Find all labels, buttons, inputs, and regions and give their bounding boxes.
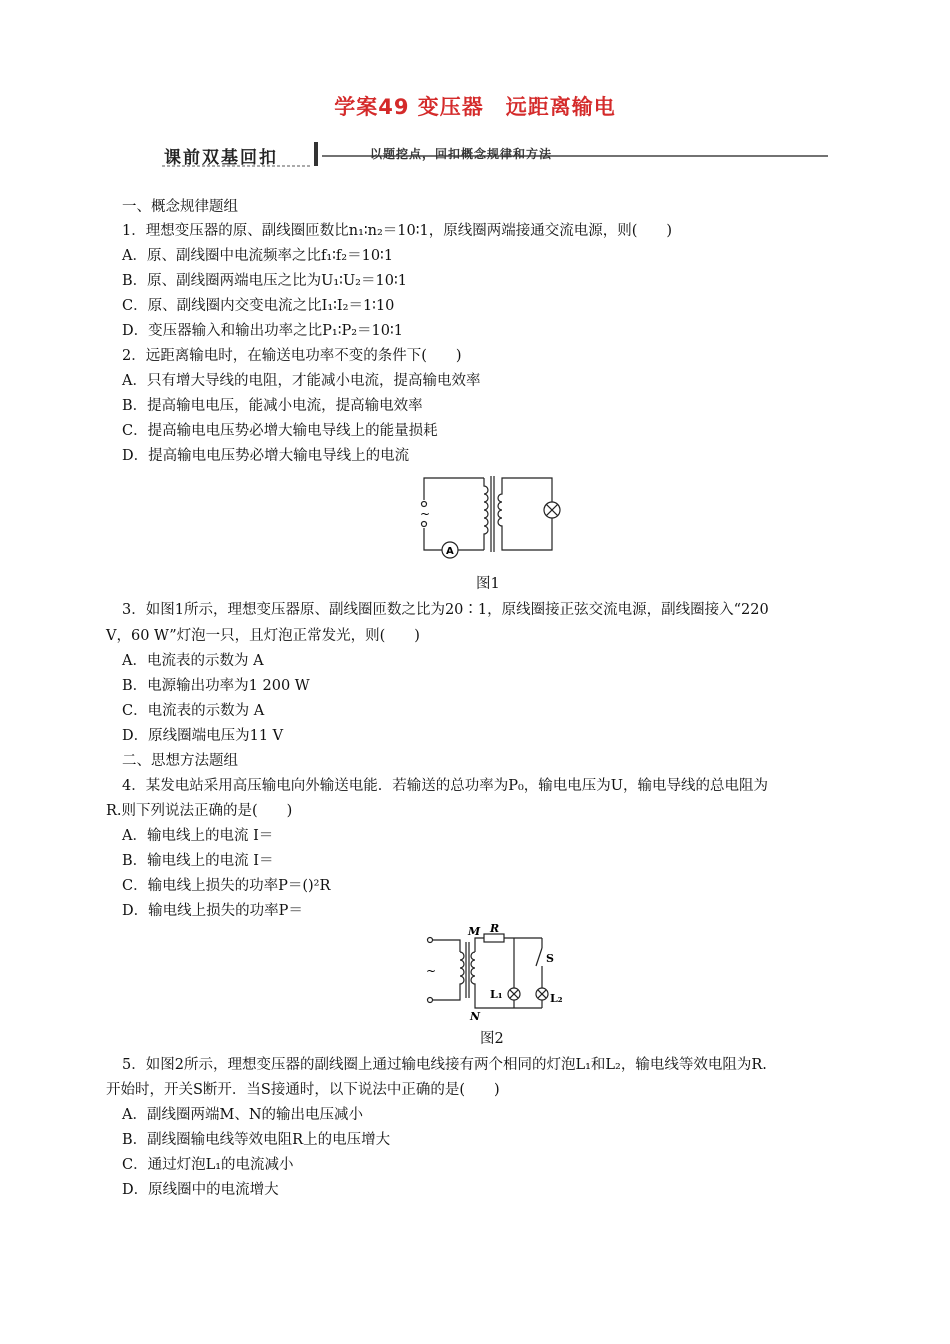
q3-option-c: C．电流表的示数为 A	[122, 703, 265, 719]
fig2-ac-symbol: ~	[426, 964, 437, 978]
banner-subtitle: 以题挖点，回扣概念规律和方法	[370, 147, 553, 161]
fig2-label-r: R	[490, 922, 500, 935]
section-banner	[160, 139, 830, 173]
q4-stem-line2: R.则下列说法正确的是( )	[106, 803, 293, 819]
q5-stem-line2: 开始时，开关S断开．当S接通时，以下说法中正确的是( )	[106, 1082, 500, 1098]
q5-option-d: D．原线圈中的电流增大	[122, 1182, 279, 1198]
q4-option-c: C．输电线上损失的功率P＝()²R	[122, 878, 331, 894]
q4-stem-line1: 4．某发电站采用高压输电向外输送电能．若输送的总功率为P₀，输电电压为U，输电导线的总电阻为	[122, 778, 769, 794]
fig1-ammeter-label: A	[446, 546, 454, 557]
q5-option-b: B．副线圈输电线等效电阻R上的电压增大	[122, 1132, 391, 1148]
section-heading-2: 二、思想方法题组	[122, 753, 238, 769]
q2-option-b: B．提高输电电压，能减小电流，提高输电效率	[122, 398, 423, 414]
q1-option-c: C．原、副线圈内交变电流之比I₁∶I₂＝1∶10	[122, 298, 395, 314]
q4-option-a: A．输电线上的电流 I＝	[122, 828, 274, 844]
fig2-label-n: N	[470, 1010, 481, 1022]
q4-option-d: D．输电线上损失的功率P＝	[122, 903, 303, 919]
fig2-label-l1: L₁	[490, 988, 503, 1001]
q2-option-c: C．提高输电电压势必增大输电导线上的能量损耗	[122, 423, 438, 439]
q5-option-c: C．通过灯泡L₁的电流减小	[122, 1157, 294, 1173]
page-title: 学案49 变压器 远距离输电	[334, 95, 616, 119]
fig1-ac-symbol: ~	[420, 507, 431, 521]
q4-option-b: B．输电线上的电流 I＝	[122, 853, 274, 869]
fig2-label-s: S	[546, 952, 554, 965]
q3-stem-line2: V，60 W”灯泡一只，且灯泡正常发光，则( )	[106, 628, 420, 644]
q2-stem: 2．远距离输电时，在输送电功率不变的条件下( )	[122, 348, 462, 364]
figure-1-transformer-circuit	[412, 472, 572, 562]
q2-option-a: A．只有增大导线的电阻，才能减小电流，提高输电效率	[122, 373, 481, 389]
fig2-label-l2: L₂	[550, 992, 563, 1005]
figure-2-caption: 图2	[480, 1031, 504, 1047]
q3-stem-line1: 3．如图1所示，理想变压器原、副线圈匝数之比为20∶1，原线圈接正弦交流电源，副线圈接入“220	[122, 602, 769, 618]
q3-option-d: D．原线圈端电压为11 V	[122, 728, 284, 744]
q5-stem-line1: 5．如图2所示，理想变压器的副线圈上通过输电线接有两个相同的灯泡L₁和L₂，输电线等效电阻为R.	[122, 1057, 767, 1073]
banner-label: 课前双基回扣	[164, 148, 278, 168]
section-heading-1: 一、概念规律题组	[122, 199, 238, 215]
q1-stem: 1．理想变压器的原、副线圈匝数比n₁∶n₂＝10∶1，原线圈两端接通交流电源，则( )	[122, 223, 673, 239]
q1-option-b: B．原、副线圈两端电压之比为U₁∶U₂＝10∶1	[122, 273, 407, 289]
q2-option-d: D．提高输电电压势必增大输电导线上的电流	[122, 448, 410, 464]
fig2-label-m: M	[468, 925, 481, 938]
q3-option-b: B．电源输出功率为1 200 W	[122, 678, 310, 694]
q3-option-a: A．电流表的示数为 A	[122, 653, 264, 669]
figure-1-caption: 图1	[476, 576, 500, 592]
q5-option-a: A．副线圈两端M、N的输出电压减小	[122, 1107, 364, 1123]
figure-2-transformer-circuit	[420, 922, 580, 1022]
q1-option-a: A．原、副线圈中电流频率之比f₁∶f₂＝10∶1	[122, 248, 394, 264]
q1-option-d: D．变压器输入和输出功率之比P₁∶P₂＝10∶1	[122, 323, 403, 339]
